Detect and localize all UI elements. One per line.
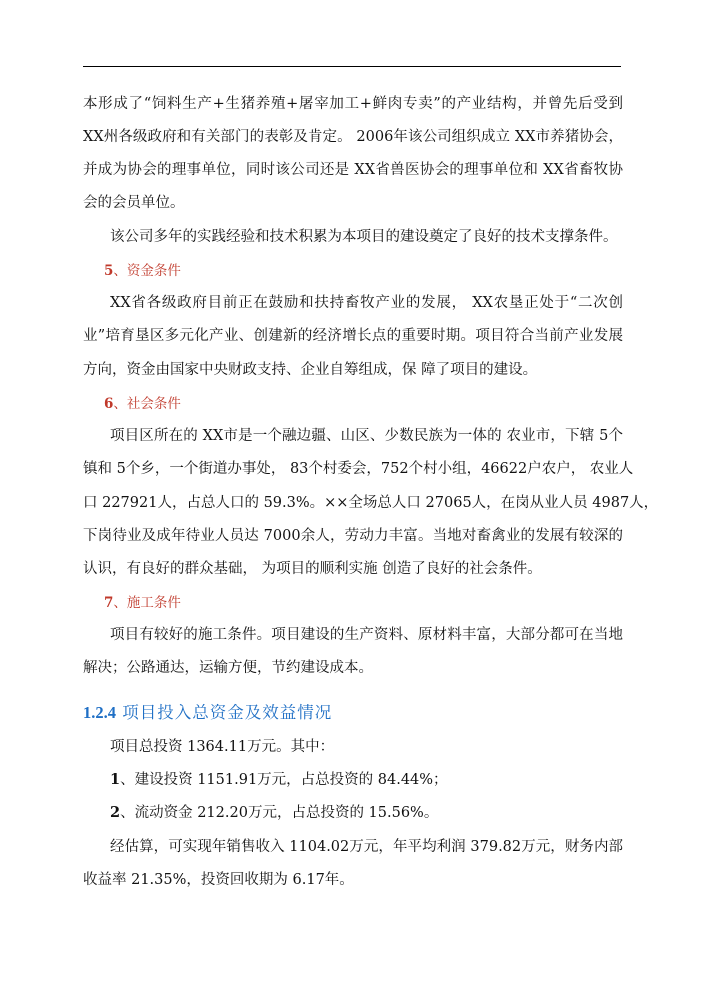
section-heading-investment xyxy=(83,703,332,723)
paragraph-line: 项目有较好的施工条件。项目建设的生产资料、原材料丰富，大部分都可在当地 xyxy=(110,627,623,643)
paragraph-line: 经估算，可实现年销售收入 1104.02万元，年平均利润 379.82万元，财务内部 xyxy=(110,839,623,855)
paragraph-line: 并成为协会的理事单位，同时该公司还是 XX省兽医协会的理事单位和 XX省畜牧协 xyxy=(83,162,623,178)
section-number: 5 xyxy=(104,263,114,279)
paragraph-line: 业”培育垦区多元化产业、创建新的经济增长点的重要时期。项目符合当前产业发展 xyxy=(83,328,623,344)
item-text: 、建设投资 1151.91万元，占总投资的 84.44%； xyxy=(120,772,448,788)
section-title: 、社会条件 xyxy=(113,396,181,412)
section-heading-construction xyxy=(104,594,181,612)
investment-total: 项目总投资 1364.11万元。其中： xyxy=(110,739,335,755)
paragraph-line: XX州各级政府和有关部门的表彰及肯定。 2006年该公司组织成立 XX市养猪协会， xyxy=(83,129,623,145)
paragraph-line: 认识，有良好的群众基础， 为项目的顺利实施 创造了良好的社会条件。 xyxy=(83,561,542,577)
paragraph-line: 口 227921人，占总人口的 59.3%。××全场总人口 27065人，在岗从业人员 4987人， xyxy=(83,495,659,511)
paragraph-line: 收益率 21.35%，投资回收期为 6.17年。 xyxy=(83,872,354,888)
paragraph-line: XX省各级政府目前正在鼓励和扶持畜牧产业的发展， XX农垦正处于“二次创 xyxy=(110,295,623,311)
section-heading-funding xyxy=(104,262,181,280)
paragraph-line: 解决；公路通达，运输方便，节约建设成本。 xyxy=(83,660,373,676)
paragraph-line: 该公司多年的实践经验和技术积累为本项目的建设奠定了良好的技术支撑条件。 xyxy=(110,229,618,245)
section-number: 7 xyxy=(104,595,114,611)
section-title: 、施工条件 xyxy=(113,595,181,611)
paragraph-line: 项目区所在的 XX市是一个融边疆、山区、少数民族为一体的 农业市，下辖 5个 xyxy=(110,428,623,444)
heading-title: 项目投入总资金及效益情况 xyxy=(116,703,333,722)
heading-number: 1.2.4 xyxy=(83,703,116,722)
paragraph-line: 会的会员单位。 xyxy=(83,195,185,211)
section-title: 、资金条件 xyxy=(113,263,181,279)
section-number: 6 xyxy=(104,396,114,412)
investment-item-working-capital xyxy=(110,804,438,822)
paragraph-line: 方向，资金由国家中央财政支持、企业自筹组成，保 障了项目的建设。 xyxy=(83,362,538,378)
item-number: 2 xyxy=(110,804,121,821)
header-rule xyxy=(83,66,621,67)
investment-item-construction xyxy=(110,771,448,789)
item-number: 1 xyxy=(110,771,121,788)
item-text: 、流动资金 212.20万元，占总投资的 15.56%。 xyxy=(120,805,439,821)
paragraph-line: 下岗待业及成年待业人员达 7000余人，劳动力丰富。当地对畜禽业的发展有较深的 xyxy=(83,528,623,544)
paragraph-line: 本形成了“饲料生产+生猪养殖+屠宰加工+鲜肉专卖”的产业结构，并曾先后受到 xyxy=(83,96,623,112)
paragraph-line: 镇和 5个乡，一个街道办事处， 83个村委会，752个村小组，46622户农户， 农业人 xyxy=(83,461,634,477)
section-heading-social xyxy=(104,395,181,413)
